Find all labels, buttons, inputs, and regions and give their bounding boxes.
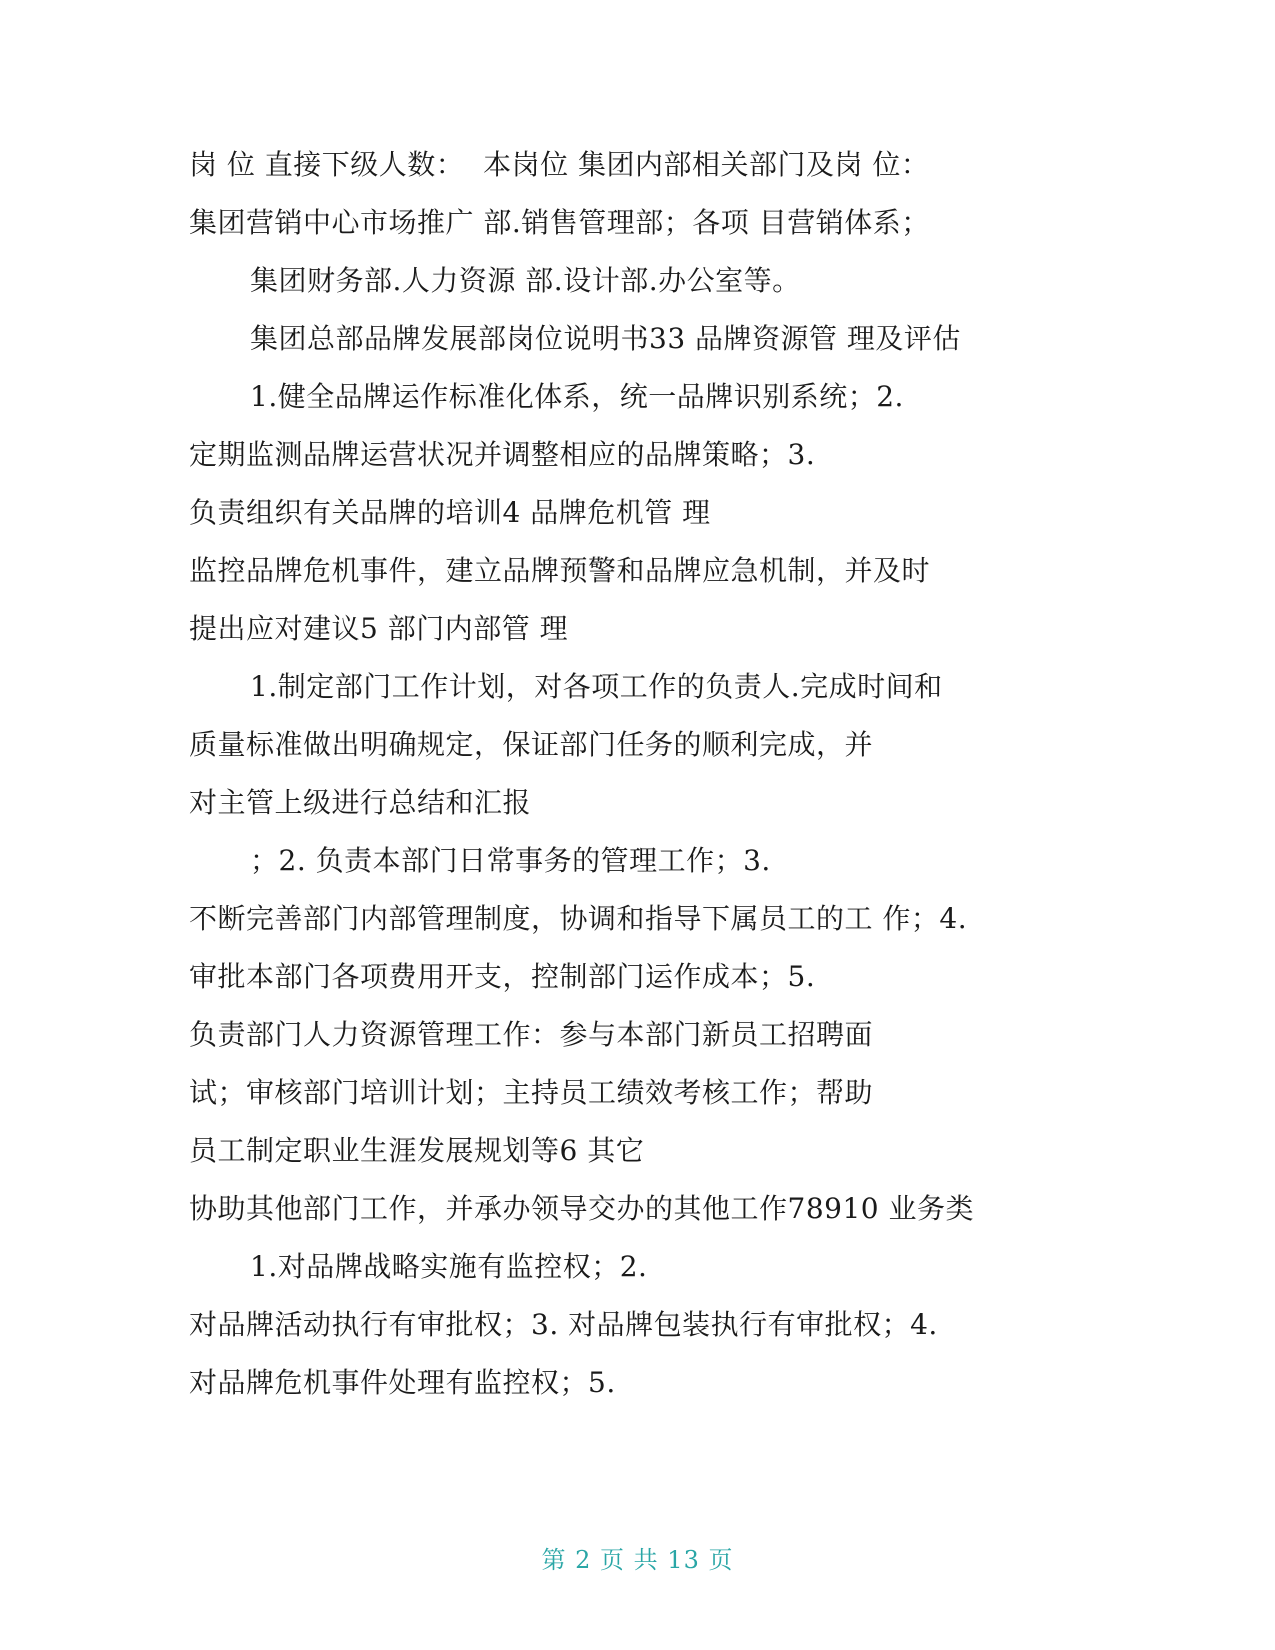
- text-line: 定期监测品牌运营状况并调整相应的品牌策略；3.: [189, 438, 816, 471]
- text-line: 1.制定部门工作计划，对各项工作的负责人.完成时间和: [250, 670, 943, 703]
- text-line: ；2. 负责本部门日常事务的管理工作；3.: [250, 844, 771, 877]
- text-line: 不断完善部门内部管理制度，协调和指导下属员工的工 作；4.: [189, 902, 968, 935]
- text-line: 监控品牌危机事件，建立品牌预警和品牌应急机制，并及时: [189, 554, 931, 587]
- text-line: 协助其他部门工作，并承办领导交办的其他工作78910 业务类: [189, 1192, 974, 1225]
- text-line: 负责组织有关品牌的培训4 品牌危机管 理: [189, 496, 711, 529]
- text-line: 员工制定职业生涯发展规划等6 其它: [189, 1134, 645, 1167]
- text-line: 1.对品牌战略实施有监控权；2.: [250, 1250, 648, 1283]
- text-line: 提出应对建议5 部门内部管 理: [189, 612, 569, 645]
- page-number-footer: 第 2 页 共 13 页: [541, 1546, 734, 1574]
- text-line: 岗 位 直接下级人数： 本岗位 集团内部相关部门及岗 位：: [189, 148, 930, 181]
- text-line: 对品牌危机事件处理有监控权；5.: [189, 1366, 616, 1399]
- text-line: 质量标准做出明确规定，保证部门任务的顺利完成，并: [189, 728, 874, 761]
- text-line: 集团总部品牌发展部岗位说明书33 品牌资源管 理及评估: [250, 322, 961, 355]
- text-line: 集团财务部.人力资源 部.设计部.办公室等。: [250, 264, 801, 297]
- text-line: 对品牌活动执行有审批权；3. 对品牌包装执行有审批权；4.: [189, 1308, 938, 1341]
- text-line: 1.健全品牌运作标准化体系，统一品牌识别系统；2.: [250, 380, 904, 413]
- text-line: 负责部门人力资源管理工作：参与本部门新员工招聘面: [189, 1018, 874, 1051]
- text-line: 集团营销中心市场推广 部.销售管理部；各项 目营销体系；: [189, 206, 930, 239]
- text-line: 审批本部门各项费用开支，控制部门运作成本；5.: [189, 960, 816, 993]
- text-line: 对主管上级进行总结和汇报: [189, 786, 532, 819]
- text-line: 试；审核部门培训计划；主持员工绩效考核工作；帮助: [189, 1076, 874, 1109]
